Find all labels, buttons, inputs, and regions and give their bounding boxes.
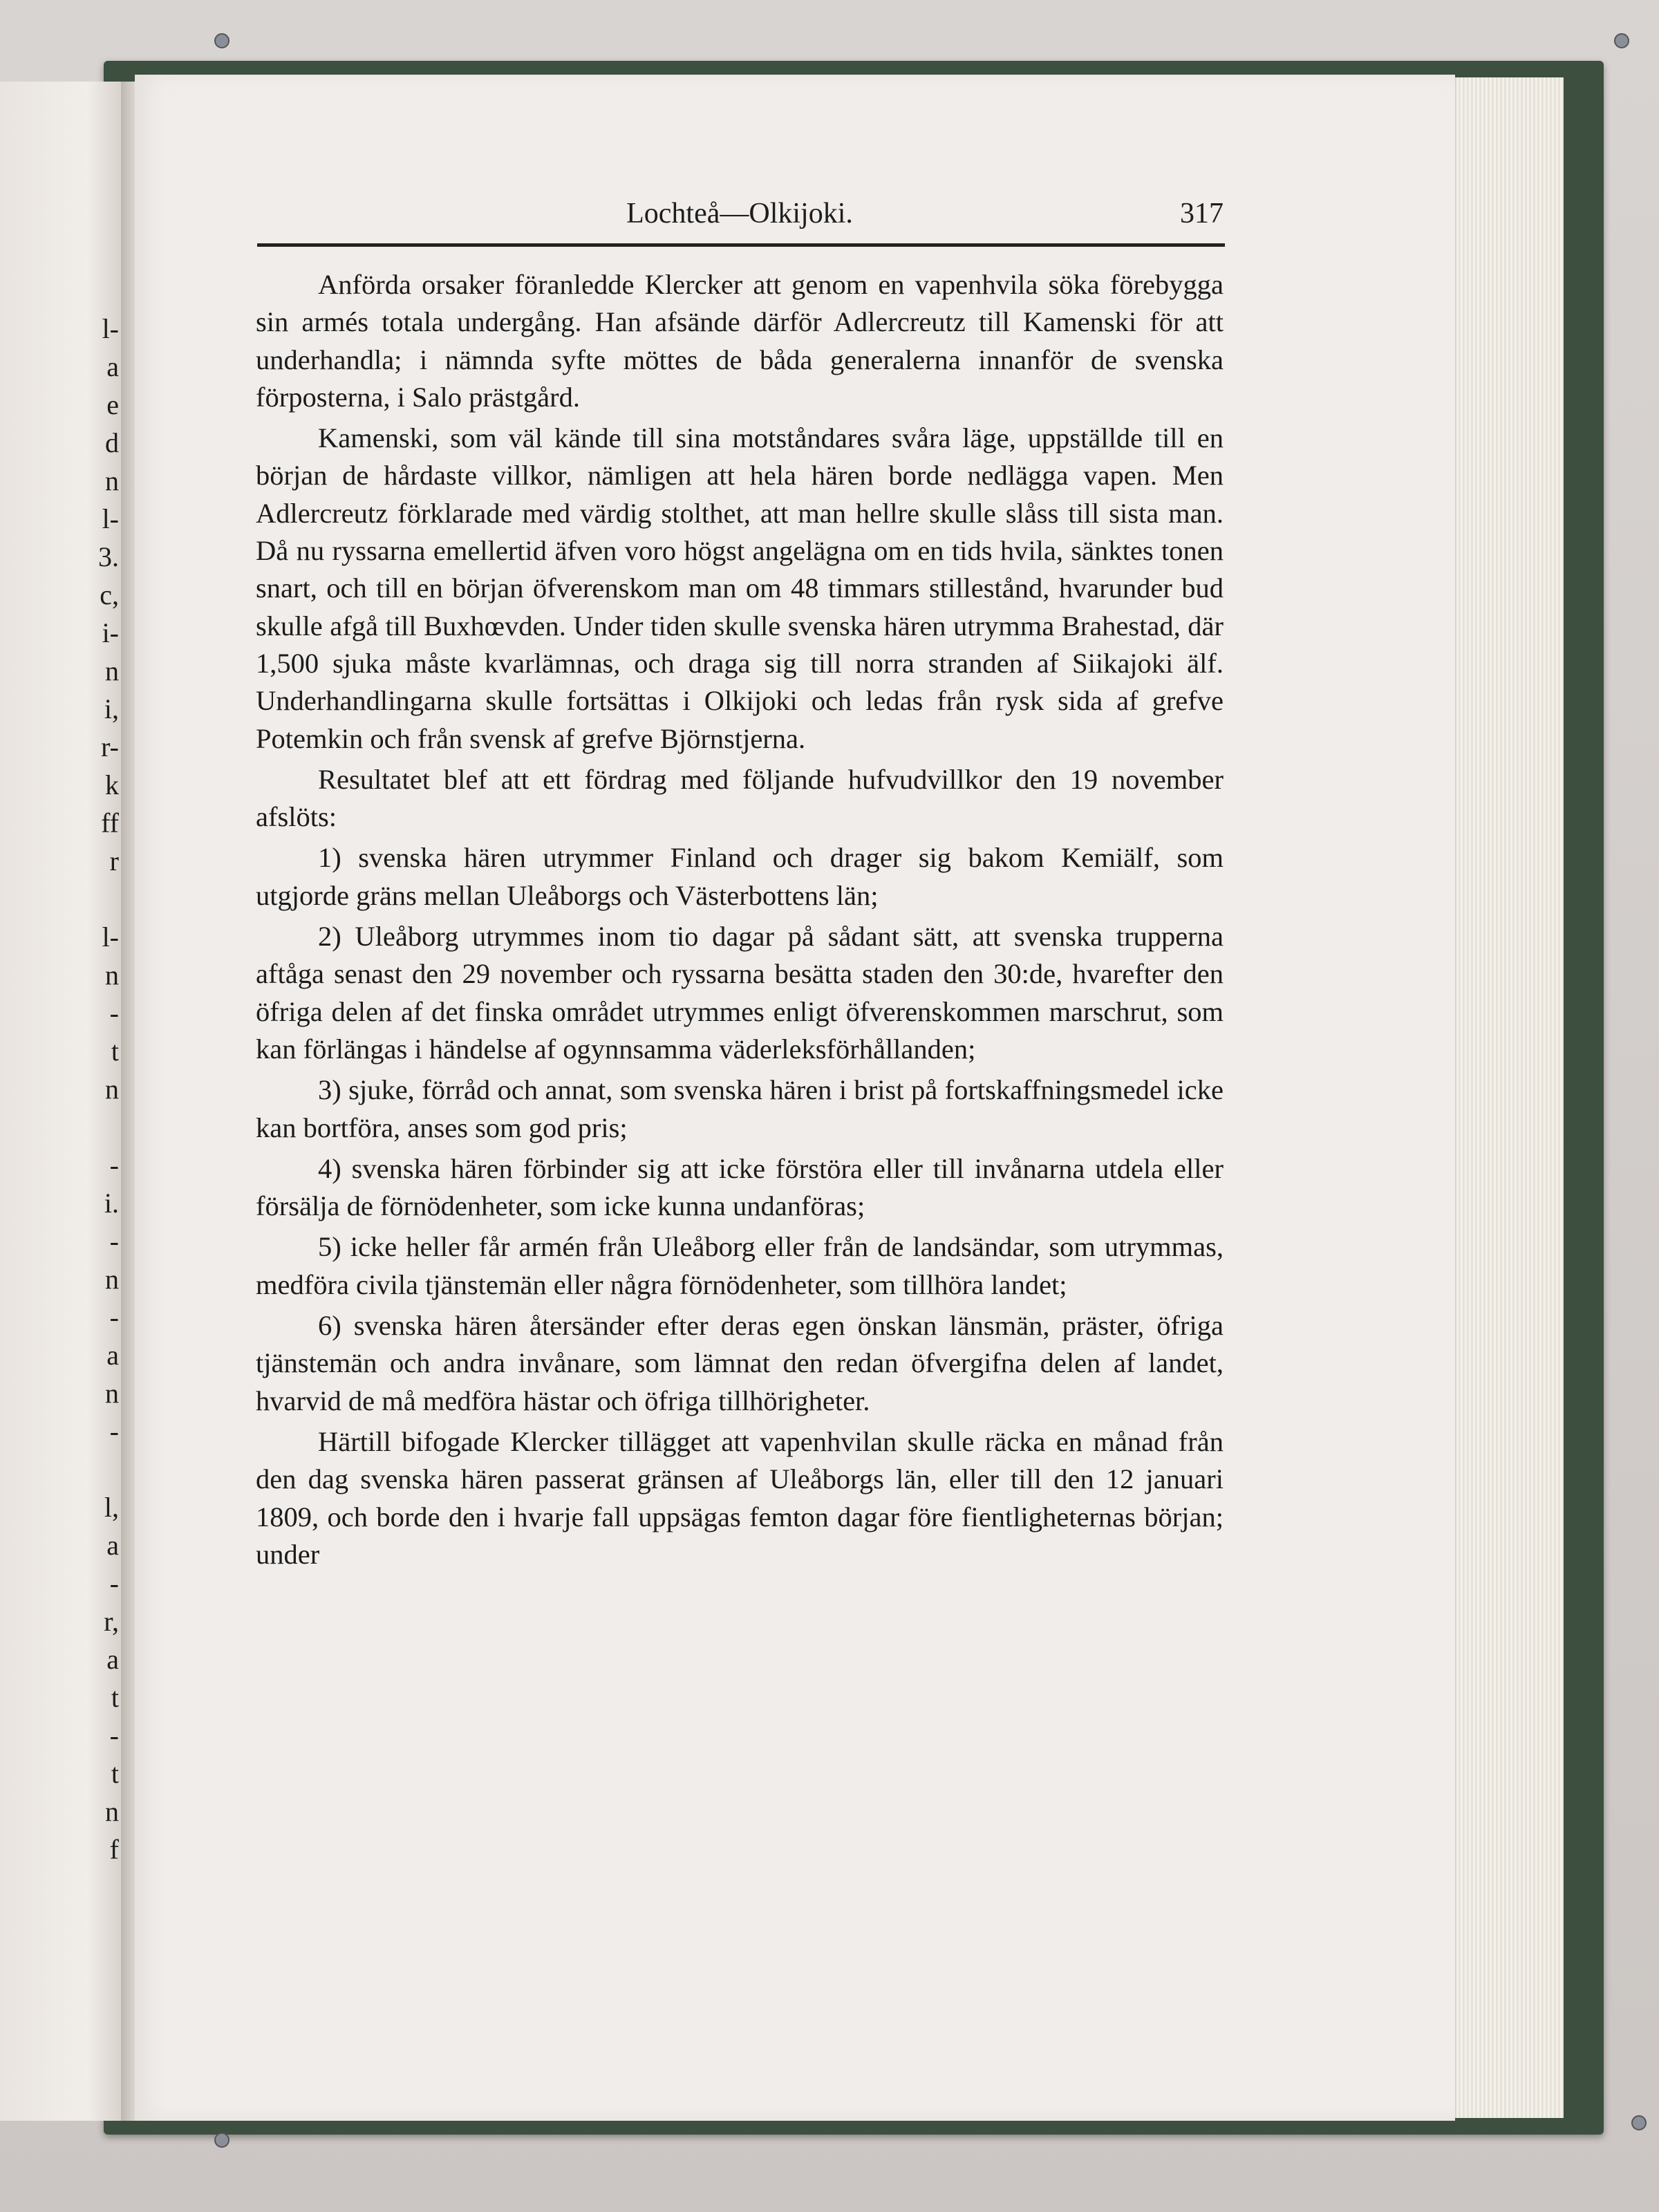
- left-edge-fragment: a: [106, 1644, 119, 1675]
- left-edge-fragment: l-: [102, 313, 119, 344]
- left-edge-fragment: -: [109, 1720, 119, 1751]
- left-edge-fragment: d: [105, 427, 119, 458]
- left-page: [0, 82, 124, 2121]
- left-page-edge-text: [98, 310, 119, 1868]
- left-edge-fragment: t: [111, 1758, 119, 1789]
- left-edge-fragment: l-: [102, 921, 119, 953]
- page-edges: [1455, 77, 1564, 2118]
- paragraph: 6) svenska hären återsänder efter deras egen önskan länsmän, präster, öfriga tjänstemän och andra invånare, som lämnat den redan öfvergifna delen af landet, hvarvid de må medföra hästar och öfriga tillhörigheter.: [256, 1310, 1224, 1416]
- left-edge-fragment: a: [106, 351, 119, 382]
- left-edge-fragment: -: [109, 1568, 119, 1599]
- pin-marker: [214, 33, 229, 48]
- left-edge-fragment: ff: [101, 807, 119, 838]
- left-edge-fragment: i,: [104, 693, 119, 724]
- left-edge-fragment: [98, 1108, 119, 1146]
- pin-marker: [1614, 33, 1629, 48]
- paragraph: Anförda orsaker föranledde Klercker att genom en vapenhvila söka förebygga sin armés totala undergång. Han afsände därför Adlercreutz till Kamenski för att underhandla; i nämnda syfte möttes de båda generalerna innanför de svenska förposterna, i Salo prästgård.: [256, 269, 1224, 413]
- paragraph: 5) icke heller får armén från Uleåborg eller från de landsändar, som utrymmas, medföra civila tjänstemän eller några förnödenheter, som tillhöra landet;: [256, 1231, 1224, 1300]
- body-text: [256, 266, 1224, 1573]
- left-edge-fragment: n: [105, 1378, 119, 1409]
- running-head-title: Lochteå—Olkijoki.: [626, 198, 853, 229]
- pin-marker: [1631, 2115, 1647, 2130]
- left-edge-fragment: i-: [102, 617, 119, 648]
- left-edge-fragment: l-: [102, 503, 119, 534]
- left-edge-fragment: i.: [104, 1188, 119, 1219]
- left-edge-fragment: t: [111, 1682, 119, 1713]
- left-edge-fragment: k: [105, 769, 119, 800]
- left-edge-fragment: r,: [104, 1606, 119, 1637]
- left-edge-fragment: n: [105, 1264, 119, 1295]
- left-edge-fragment: -: [109, 1150, 119, 1181]
- paragraph: Resultatet blef att ett fördrag med följande hufvudvillkor den 19 november afslöts:: [256, 763, 1224, 833]
- left-edge-fragment: n: [105, 959, 119, 991]
- left-edge-fragment: -: [109, 1416, 119, 1447]
- left-edge-fragment: c,: [100, 579, 119, 610]
- left-edge-fragment: t: [111, 1035, 119, 1067]
- left-edge-fragment: [98, 1450, 119, 1488]
- left-edge-fragment: r: [109, 845, 119, 877]
- header-rule: [257, 243, 1225, 247]
- left-edge-fragment: r-: [101, 731, 119, 762]
- paragraph: 4) svenska hären förbinder sig att icke förstöra eller till invånarna utdela eller försälja de förnödenheter, som icke kunna undanföras;: [256, 1152, 1224, 1222]
- left-edge-fragment: f: [109, 1834, 119, 1865]
- page-number: 317: [1180, 198, 1224, 229]
- pin-marker: [214, 2133, 229, 2148]
- paragraph: 2) Uleåborg utrymmes inom tio dagar på sådant sätt, att svenska trupperna aftåga senast den 29 november och ryssarna besätta staden den 30:de, hvarefter den öfriga delen af det finska området utrymmes enligt öfverenskommen marschrut, som kan förlängas i händelse af ogynnsamma väderleksförhållanden;: [256, 921, 1224, 1065]
- left-edge-fragment: n: [105, 465, 119, 496]
- left-edge-fragment: -: [109, 1302, 119, 1333]
- paragraph: 1) svenska hären utrymmer Finland och drager sig bakom Kemiälf, som utgjorde gräns mellan Uleåborgs och Västerbottens län;: [256, 842, 1224, 911]
- left-edge-fragment: [98, 880, 119, 918]
- left-edge-fragment: n: [105, 1074, 119, 1105]
- left-edge-fragment: n: [105, 655, 119, 686]
- left-edge-fragment: -: [109, 997, 119, 1029]
- left-edge-fragment: e: [106, 389, 119, 420]
- left-edge-fragment: a: [106, 1340, 119, 1371]
- left-edge-fragment: n: [105, 1796, 119, 1827]
- left-edge-fragment: 3.: [98, 541, 119, 572]
- paragraph: 3) sjuke, förråd och annat, som svenska hären i brist på fortskaffningsmedel icke kan bortföra, anses som god pris;: [256, 1074, 1224, 1143]
- left-edge-fragment: -: [109, 1226, 119, 1257]
- running-header: [256, 197, 1224, 238]
- left-edge-fragment: l,: [104, 1492, 119, 1523]
- paragraph: Kamenski, som väl kände till sina motståndares svåra läge, uppställde till en början de hårdaste villkor, nämligen att hela hären borde nedlägga vapen. Men Adlercreutz förklarade med värdig stolthet, att man hellre skulle slåss till sista man. Då nu ryssarna emellertid äfven voro högst angelägna om en tids hvila, sänktes tonen snart, och till en början öfverenskom man om 48 timmars stillestånd, hvarunder bud skulle afgå till Buxhœvden. Under tiden skulle svenska hären utrymma Brahestad, där 1,500 sjuka måste kvarlämnas, och draga sig till norra stranden af Siikajoki älf. Underhandlingarna skulle fortsättas i Olkijoki och ledas från rysk sida af grefve Potemkin och från svensk af grefve Björnstjerna.: [256, 422, 1224, 754]
- paragraph: Härtill bifogade Klercker tillägget att vapenhvilan skulle räcka en månad från den dag svenska hären passerat gränsen af Uleåborgs län, eller till den 12 januari 1809, och borde den i hvarje fall uppsägas femton dagar före fientligheternas början; under: [256, 1425, 1224, 1570]
- left-edge-fragment: a: [106, 1530, 119, 1561]
